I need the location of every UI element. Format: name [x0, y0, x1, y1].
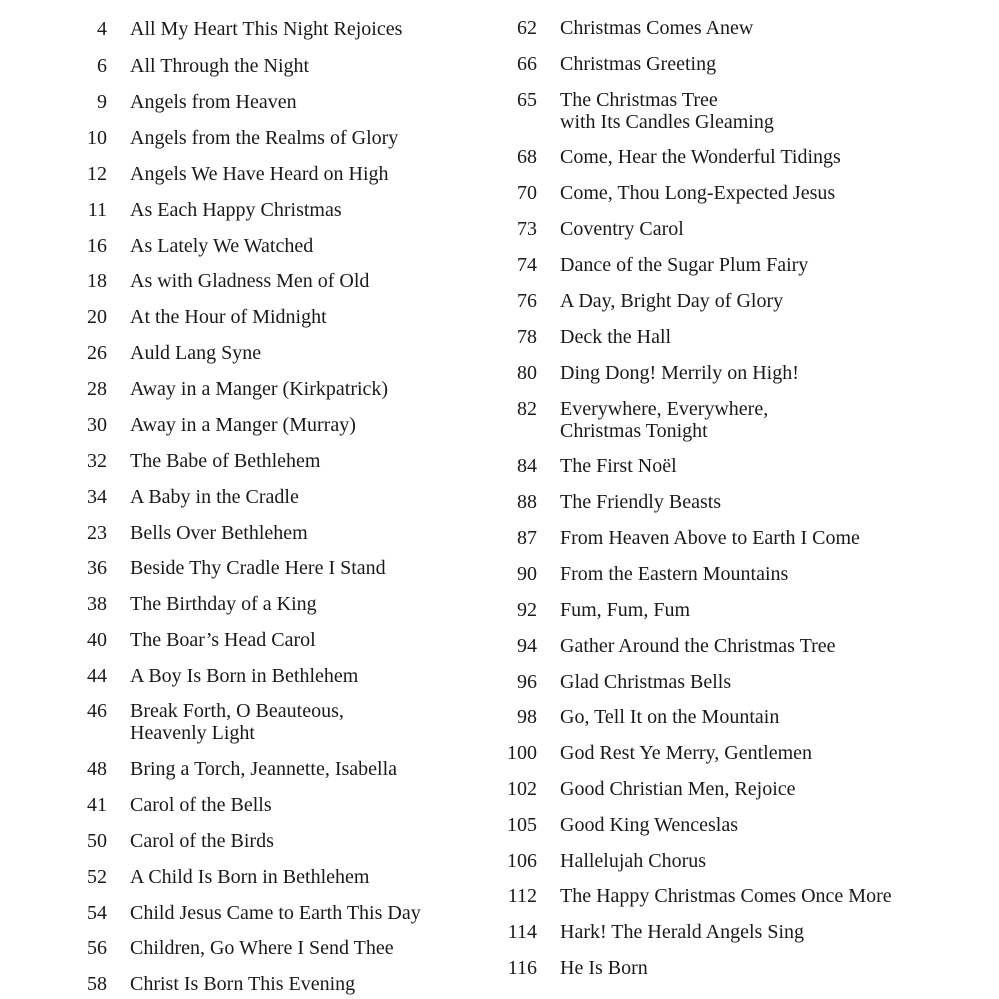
page-number: 87: [517, 527, 537, 549]
song-title-line: The Birthday of a King: [130, 593, 317, 615]
page-number: 112: [507, 885, 537, 907]
song-title: [560, 254, 808, 276]
page-number: 76: [517, 290, 537, 312]
song-title: [130, 902, 421, 924]
song-title: [130, 700, 344, 744]
song-title-line: Good King Wenceslas: [560, 814, 738, 836]
song-title: [130, 127, 398, 149]
song-title-line: Beside Thy Cradle Here I Stand: [130, 557, 386, 579]
song-title: [130, 306, 327, 328]
song-title-line: Carol of the Bells: [130, 794, 272, 816]
song-title: [560, 182, 835, 204]
page-number: 106: [507, 850, 537, 872]
song-title: [560, 885, 892, 907]
page-number: 84: [517, 455, 537, 477]
page-number: 56: [87, 937, 107, 959]
song-title: [560, 921, 804, 943]
song-title: [560, 146, 841, 168]
song-title-line: The Happy Christmas Comes Once More: [560, 885, 892, 907]
song-title: [560, 527, 860, 549]
song-title: [130, 593, 317, 615]
song-title-line: All My Heart This Night Rejoices: [130, 18, 403, 40]
song-title-line: Children, Go Where I Send Thee: [130, 937, 394, 959]
song-title-line: Gather Around the Christmas Tree: [560, 635, 836, 657]
song-title: [130, 235, 313, 257]
song-title-line: Fum, Fum, Fum: [560, 599, 691, 621]
song-title: [130, 794, 272, 816]
song-title-line: All Through the Night: [130, 55, 310, 77]
page-number: 36: [87, 557, 107, 579]
page-number: 74: [517, 254, 537, 276]
page-number: 23: [87, 522, 107, 544]
page-number: 105: [507, 814, 537, 836]
page-number: 34: [87, 486, 107, 508]
page-number: 12: [87, 163, 107, 185]
page-number: 92: [517, 599, 537, 621]
page-number: 58: [87, 973, 107, 995]
song-title: [560, 326, 671, 348]
song-title-line: At the Hour of Midnight: [130, 306, 327, 328]
song-title: [560, 53, 716, 75]
song-title: [130, 830, 274, 852]
page-number: 82: [517, 398, 537, 420]
song-title: [560, 850, 706, 872]
song-title-line: Break Forth, O Beauteous,: [130, 700, 344, 722]
song-title-line: As Each Happy Christmas: [130, 199, 342, 221]
song-title: [130, 866, 369, 888]
song-title: [130, 18, 402, 40]
page-number: 90: [517, 563, 537, 585]
song-title-line: Angels We Have Heard on High: [130, 163, 389, 185]
song-title: [130, 522, 308, 544]
song-title-line: Hallelujah Chorus: [560, 850, 707, 872]
page-number: 11: [87, 199, 107, 221]
song-title: [130, 557, 386, 579]
page-number: 102: [507, 778, 537, 800]
page-number: 9: [97, 91, 107, 113]
song-title-line: As Lately We Watched: [130, 235, 314, 257]
song-title-line: God Rest Ye Merry, Gentlemen: [560, 742, 813, 764]
song-title: [130, 270, 369, 292]
page-number: 32: [87, 450, 107, 472]
song-title: [130, 486, 299, 508]
page-number: 78: [517, 326, 537, 348]
page-number: 16: [87, 235, 107, 257]
song-title: [130, 163, 389, 185]
page-number: 46: [87, 700, 107, 722]
song-title: [560, 218, 684, 240]
song-title-line: A Child Is Born in Bethlehem: [130, 866, 370, 888]
song-title: [560, 599, 690, 621]
song-title: [130, 378, 388, 400]
page-number: 20: [87, 306, 107, 328]
page-number: 54: [87, 902, 107, 924]
page-number: 116: [507, 957, 537, 979]
song-title-line: Dance of the Sugar Plum Fairy: [560, 254, 809, 276]
song-title: [130, 629, 316, 651]
song-title-line: The Christmas Tree: [560, 89, 718, 111]
page-number: 18: [87, 270, 107, 292]
page-number: 40: [87, 629, 107, 651]
page-number: 96: [517, 671, 537, 693]
song-title-line: The Friendly Beasts: [560, 491, 722, 513]
song-title: [130, 91, 297, 113]
song-title-line: Glad Christmas Bells: [560, 671, 732, 693]
song-title-line: with Its Candles Gleaming: [560, 111, 774, 133]
song-title-line: Christ Is Born This Evening: [130, 973, 356, 995]
song-title: [560, 491, 721, 513]
page-number: 26: [87, 342, 107, 364]
page-number: 100: [507, 742, 537, 764]
page-number: 48: [87, 758, 107, 780]
song-title-line: Bells Over Bethlehem: [130, 522, 308, 544]
page-number: 52: [87, 866, 107, 888]
page-number: 114: [507, 921, 537, 943]
song-title-line: Christmas Greeting: [560, 53, 717, 75]
page-number: 98: [517, 706, 537, 728]
song-title: [560, 778, 796, 800]
page-number: 65: [517, 89, 537, 111]
song-title: [560, 398, 768, 442]
song-title-line: Auld Lang Syne: [130, 342, 262, 364]
song-title-line: Heavenly Light: [130, 722, 255, 744]
song-title: [130, 937, 394, 959]
song-title-line: Christmas Tonight: [560, 420, 708, 442]
song-title-line: The Boar’s Head Carol: [130, 629, 316, 651]
song-title: [560, 17, 753, 39]
song-title-line: Carol of the Birds: [130, 830, 274, 852]
song-title: [130, 973, 355, 995]
song-title: [560, 742, 812, 764]
page-number: 44: [87, 665, 107, 687]
song-title: [130, 342, 261, 364]
page-number: 4: [97, 18, 107, 40]
song-title: [130, 414, 356, 436]
song-title-line: Deck the Hall: [560, 326, 672, 348]
page-number: 38: [87, 593, 107, 615]
page-number: 66: [517, 53, 537, 75]
song-title-line: Come, Thou Long-Expected Jesus: [560, 182, 836, 204]
song-title-line: A Day, Bright Day of Glory: [560, 290, 784, 312]
song-title: [560, 635, 836, 657]
page-number: 88: [517, 491, 537, 513]
song-title: [130, 55, 309, 77]
song-title-line: Everywhere, Everywhere,: [560, 398, 769, 420]
song-title-line: The Babe of Bethlehem: [130, 450, 321, 472]
page-number: 10: [87, 127, 107, 149]
song-title-line: A Baby in the Cradle: [130, 486, 299, 508]
song-title-line: From Heaven Above to Earth I Come: [560, 527, 860, 549]
song-title-line: From the Eastern Mountains: [560, 563, 789, 585]
song-title: [560, 290, 783, 312]
page-number: 94: [517, 635, 537, 657]
page-number: 6: [97, 55, 107, 77]
song-title: [130, 199, 342, 221]
song-title: [560, 706, 779, 728]
song-title-line: Ding Dong! Merrily on High!: [560, 362, 799, 384]
song-title-line: Coventry Carol: [560, 218, 684, 240]
song-title-line: Away in a Manger (Kirkpatrick): [130, 378, 389, 400]
song-title-line: Go, Tell It on the Mountain: [560, 706, 780, 728]
page-number: 68: [517, 146, 537, 168]
page-number: 80: [517, 362, 537, 384]
page-number: 62: [517, 17, 537, 39]
page-number: 41: [87, 794, 107, 816]
song-title: [560, 455, 677, 477]
song-title: [560, 957, 648, 979]
song-title-line: Come, Hear the Wonderful Tidings: [560, 146, 841, 168]
song-title: [560, 563, 788, 585]
song-title-line: Away in a Manger (Murray): [130, 414, 356, 436]
song-title: [560, 362, 799, 384]
page-number: 50: [87, 830, 107, 852]
song-title-line: Angels from the Realms of Glory: [130, 127, 399, 149]
song-title: [130, 665, 358, 687]
song-title-line: A Boy Is Born in Bethlehem: [130, 665, 359, 687]
song-title: [130, 450, 321, 472]
song-title-line: Angels from Heaven: [130, 91, 297, 113]
page-number: 73: [517, 218, 537, 240]
song-title-line: Hark! The Herald Angels Sing: [560, 921, 805, 943]
song-title: [130, 758, 397, 780]
page-number: 30: [87, 414, 107, 436]
song-title-line: Good Christian Men, Rejoice: [560, 778, 796, 800]
song-title: [560, 814, 738, 836]
song-title-line: Christmas Comes Anew: [560, 17, 754, 39]
song-title-line: Bring a Torch, Jeannette, Isabella: [130, 758, 398, 780]
page-number: 28: [87, 378, 107, 400]
song-title-line: He Is Born: [560, 957, 648, 979]
song-title: [560, 671, 731, 693]
page-number: 70: [517, 182, 537, 204]
song-title-line: Child Jesus Came to Earth This Day: [130, 902, 421, 924]
song-title-line: The First Noël: [560, 455, 677, 477]
song-title-line: As with Gladness Men of Old: [130, 270, 370, 292]
song-title: [560, 89, 774, 133]
